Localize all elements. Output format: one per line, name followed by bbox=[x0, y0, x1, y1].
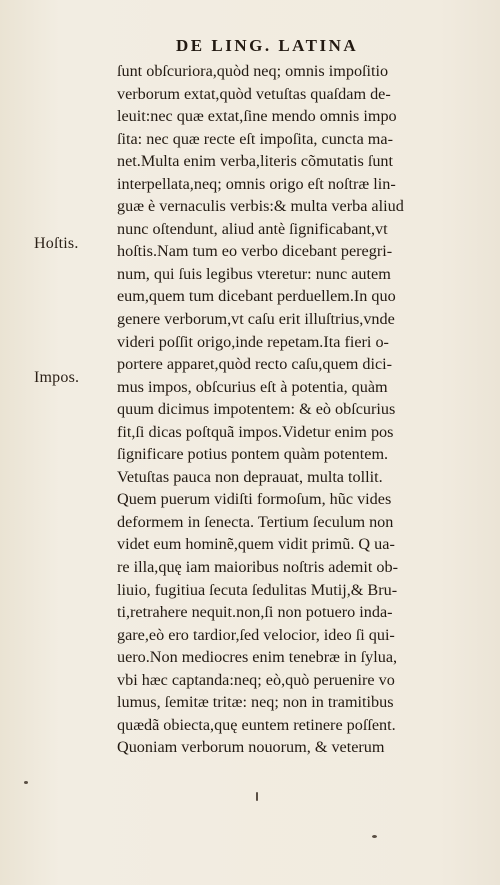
text-line-19: Vetuſtas pauca non deprauat, multa tollit. bbox=[117, 467, 383, 486]
text-line-23: re illa,quę iam maioribus noſtris ademit ob- bbox=[117, 558, 398, 577]
ink-speck-center bbox=[256, 792, 258, 801]
text-line-16: quum dicimus impotentem: & eò obſcurius bbox=[117, 400, 396, 419]
text-line-06: interpellata,neq; omnis origo eſt noſtræ lin- bbox=[117, 174, 396, 193]
ink-speck-bottom bbox=[372, 835, 377, 838]
text-line-21: deformem in ſenecta. Tertium ſeculum non bbox=[117, 512, 394, 531]
ink-speck-left bbox=[24, 781, 28, 784]
text-line-04: ſita: nec quæ recte eſt impoſita, cuncta ma- bbox=[117, 129, 393, 148]
marginal-note-hostis: Hoſtis. bbox=[34, 235, 79, 252]
text-line-26: gare,eò ero tardior,ſed velocior, ideo ſi qui- bbox=[117, 625, 395, 644]
text-line-17: fit,ſi dicas poſtquã impos.Videtur enim pos bbox=[117, 422, 394, 441]
text-line-30: quædã obiecta,quę euntem retinere poſſent. bbox=[117, 715, 396, 734]
text-line-15: mus impos, obſcurius eſt à potentia, quàm bbox=[117, 377, 388, 396]
text-line-03: leuit:nec quæ extat,ſine mendo omnis impo bbox=[117, 107, 397, 126]
marginal-note-impos: Impos. bbox=[34, 369, 80, 386]
text-line-05: net.Multa enim verba,literis cõmutatis ſunt bbox=[117, 152, 394, 171]
text-line-25: ti,retrahere nequit.non,ſi non potuero inda- bbox=[117, 603, 393, 622]
text-line-22: videt eum hominẽ,quem vidit primũ. Q ua- bbox=[117, 535, 395, 554]
text-line-27: uero.Non mediocres enim tenebræ in ſylua, bbox=[117, 648, 398, 667]
text-line-11: eum,quem tum dicebant perduellem.In quo bbox=[117, 287, 396, 306]
text-line-01: ſunt obſcuriora,quòd neq; omnis impoſitio bbox=[117, 62, 389, 80]
text-line-07: guæ è vernaculis verbis:& multa verba aliud bbox=[117, 197, 404, 216]
main-text-block bbox=[117, 60, 483, 759]
text-line-24: liuio, fugitiua ſecuta ſedulitas Mutij,& Bru- bbox=[117, 580, 398, 599]
text-line-13: videri poſſit origo,inde repetam.Ita fieri o- bbox=[117, 332, 389, 351]
text-line-08: nunc oſtendunt, aliud antè ſignificabant,vt bbox=[117, 219, 388, 238]
text-line-09: hoſtis.Nam tum eo verbo dicebant peregri- bbox=[117, 242, 393, 261]
text-line-18: ſignificare potius pontem quàm potentem. bbox=[117, 445, 389, 464]
text-line-02: verborum extat,quòd vetuſtas quaſdam de- bbox=[117, 84, 391, 103]
running-header: DE LING. LATINA bbox=[176, 36, 359, 55]
text-line-31: Quoniam verborum nouorum, & veterum bbox=[117, 738, 385, 757]
text-line-28: vbi hæc captanda:neq; eò,quò peruenire vo bbox=[117, 670, 395, 689]
text-line-14: portere apparet,quòd recto caſu,quem dici- bbox=[117, 355, 393, 374]
text-line-10: num, qui ſuis legibus vteretur: nunc autem bbox=[117, 264, 391, 283]
text-line-12: genere verborum,vt caſu erit illuſtrius,vnde bbox=[117, 310, 395, 329]
text-line-20: Quem puerum vidiſti formoſum, hũc vides bbox=[117, 490, 392, 509]
text-line-29: lumus, ſemitæ tritæ: neq; non in tramitibus bbox=[117, 693, 394, 712]
